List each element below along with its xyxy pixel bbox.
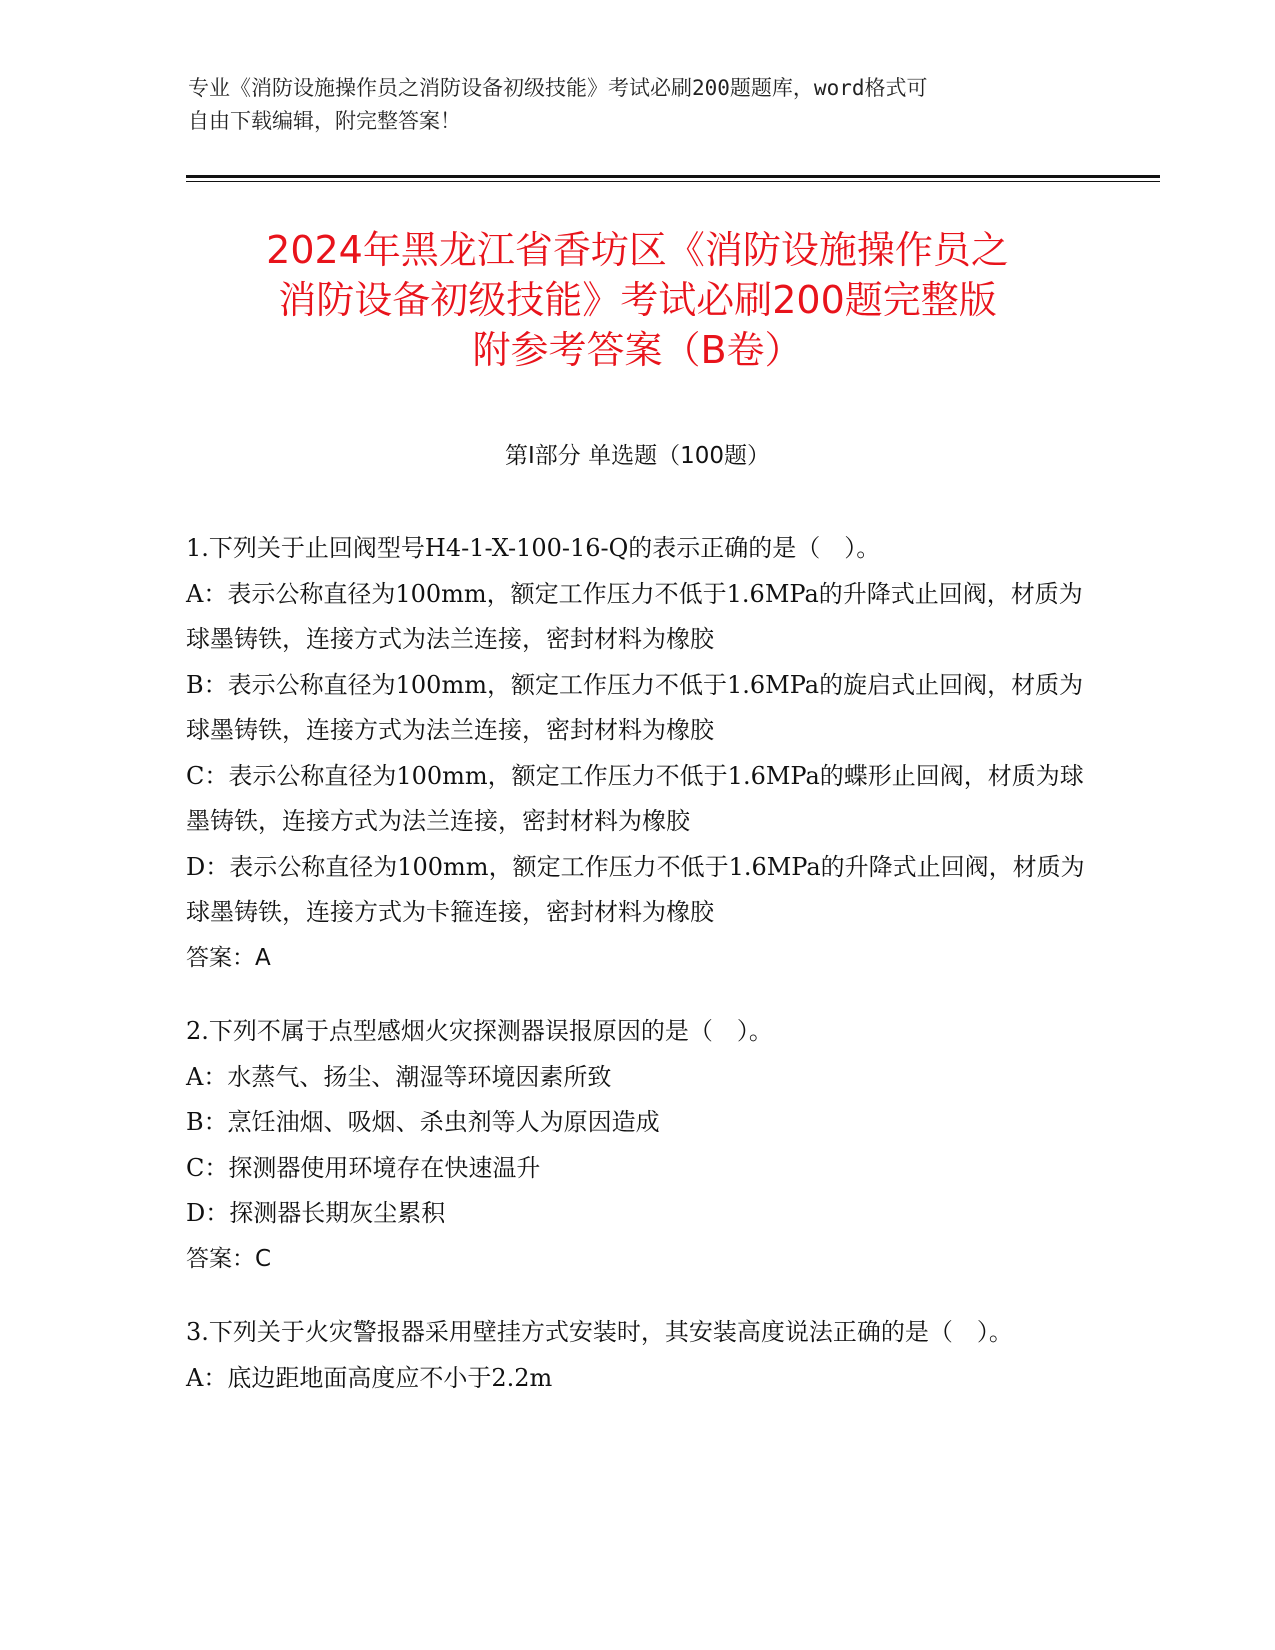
option-d: D：表示公称直径为100mm，额定工作压力不低于1.6MPa的升降式止回阀，材质为球墨铸铁，连接方式为卡箍连接，密封材料为橡胶 (186, 852, 1085, 926)
option-c: C：探测器使用环境存在快速温升 (186, 1153, 541, 1182)
option-b: B：烹饪油烟、吸烟、杀虫剂等人为原因造成 (186, 1108, 660, 1136)
title-line-3: 附参考答案（B卷） (472, 328, 803, 372)
option-a: A：水蒸气、扬尘、潮湿等环境因素所致 (186, 1062, 612, 1091)
header-note-line-2: 自由下载编辑，附完整答案！ (188, 109, 461, 133)
option-c: C：表示公称直径为100mm，额定工作压力不低于1.6MPa的蝶形止回阀，材质为球墨铸铁，连接方式为法兰连接，密封材料为橡胶 (186, 761, 1084, 835)
question-2 (186, 1009, 1086, 1282)
header-divider-thick (186, 175, 1160, 178)
header-note-line-1: 专业《消防设施操作员之消防设备初级技能》考试必刷200题题库，word格式可 (188, 76, 928, 100)
document-title (160, 225, 1115, 375)
header-note (188, 72, 1068, 138)
answer-label: 答案：C (186, 1245, 272, 1272)
option-d: D：探测器长期灰尘累积 (186, 1199, 446, 1227)
header-divider-thin (186, 181, 1160, 182)
title-line-2: 消防设备初级技能》考试必刷200题完整版 (278, 278, 997, 322)
question-3 (186, 1310, 1086, 1401)
question-stem: 3.下列关于火灾警报器采用壁挂方式安装时，其安装高度说法正确的是（ ）。 (186, 1318, 1013, 1346)
title-line-1: 2024年黑龙江省香坊区《消防设施操作员之 (266, 228, 1009, 272)
question-list (186, 526, 1086, 1429)
question-1 (186, 526, 1086, 981)
section-title: 第Ⅰ部分 单选题（100题） (505, 443, 770, 469)
answer-label: 答案：A (186, 944, 271, 971)
question-stem: 2.下列不属于点型感烟火灾探测器误报原因的是（ ）。 (186, 1017, 773, 1045)
option-a: A：底边距地面高度应不小于2.2m (186, 1363, 553, 1392)
question-stem: 1.下列关于止回阀型号H4-1-X-100-16-Q的表示正确的是（ ）。 (186, 534, 881, 562)
option-a: A：表示公称直径为100mm，额定工作压力不低于1.6MPa的升降式止回阀，材质为球墨铸铁，连接方式为法兰连接，密封材料为橡胶 (186, 579, 1083, 653)
option-b: B：表示公称直径为100mm，额定工作压力不低于1.6MPa的旋启式止回阀，材质为球墨铸铁，连接方式为法兰连接，密封材料为橡胶 (186, 670, 1084, 744)
